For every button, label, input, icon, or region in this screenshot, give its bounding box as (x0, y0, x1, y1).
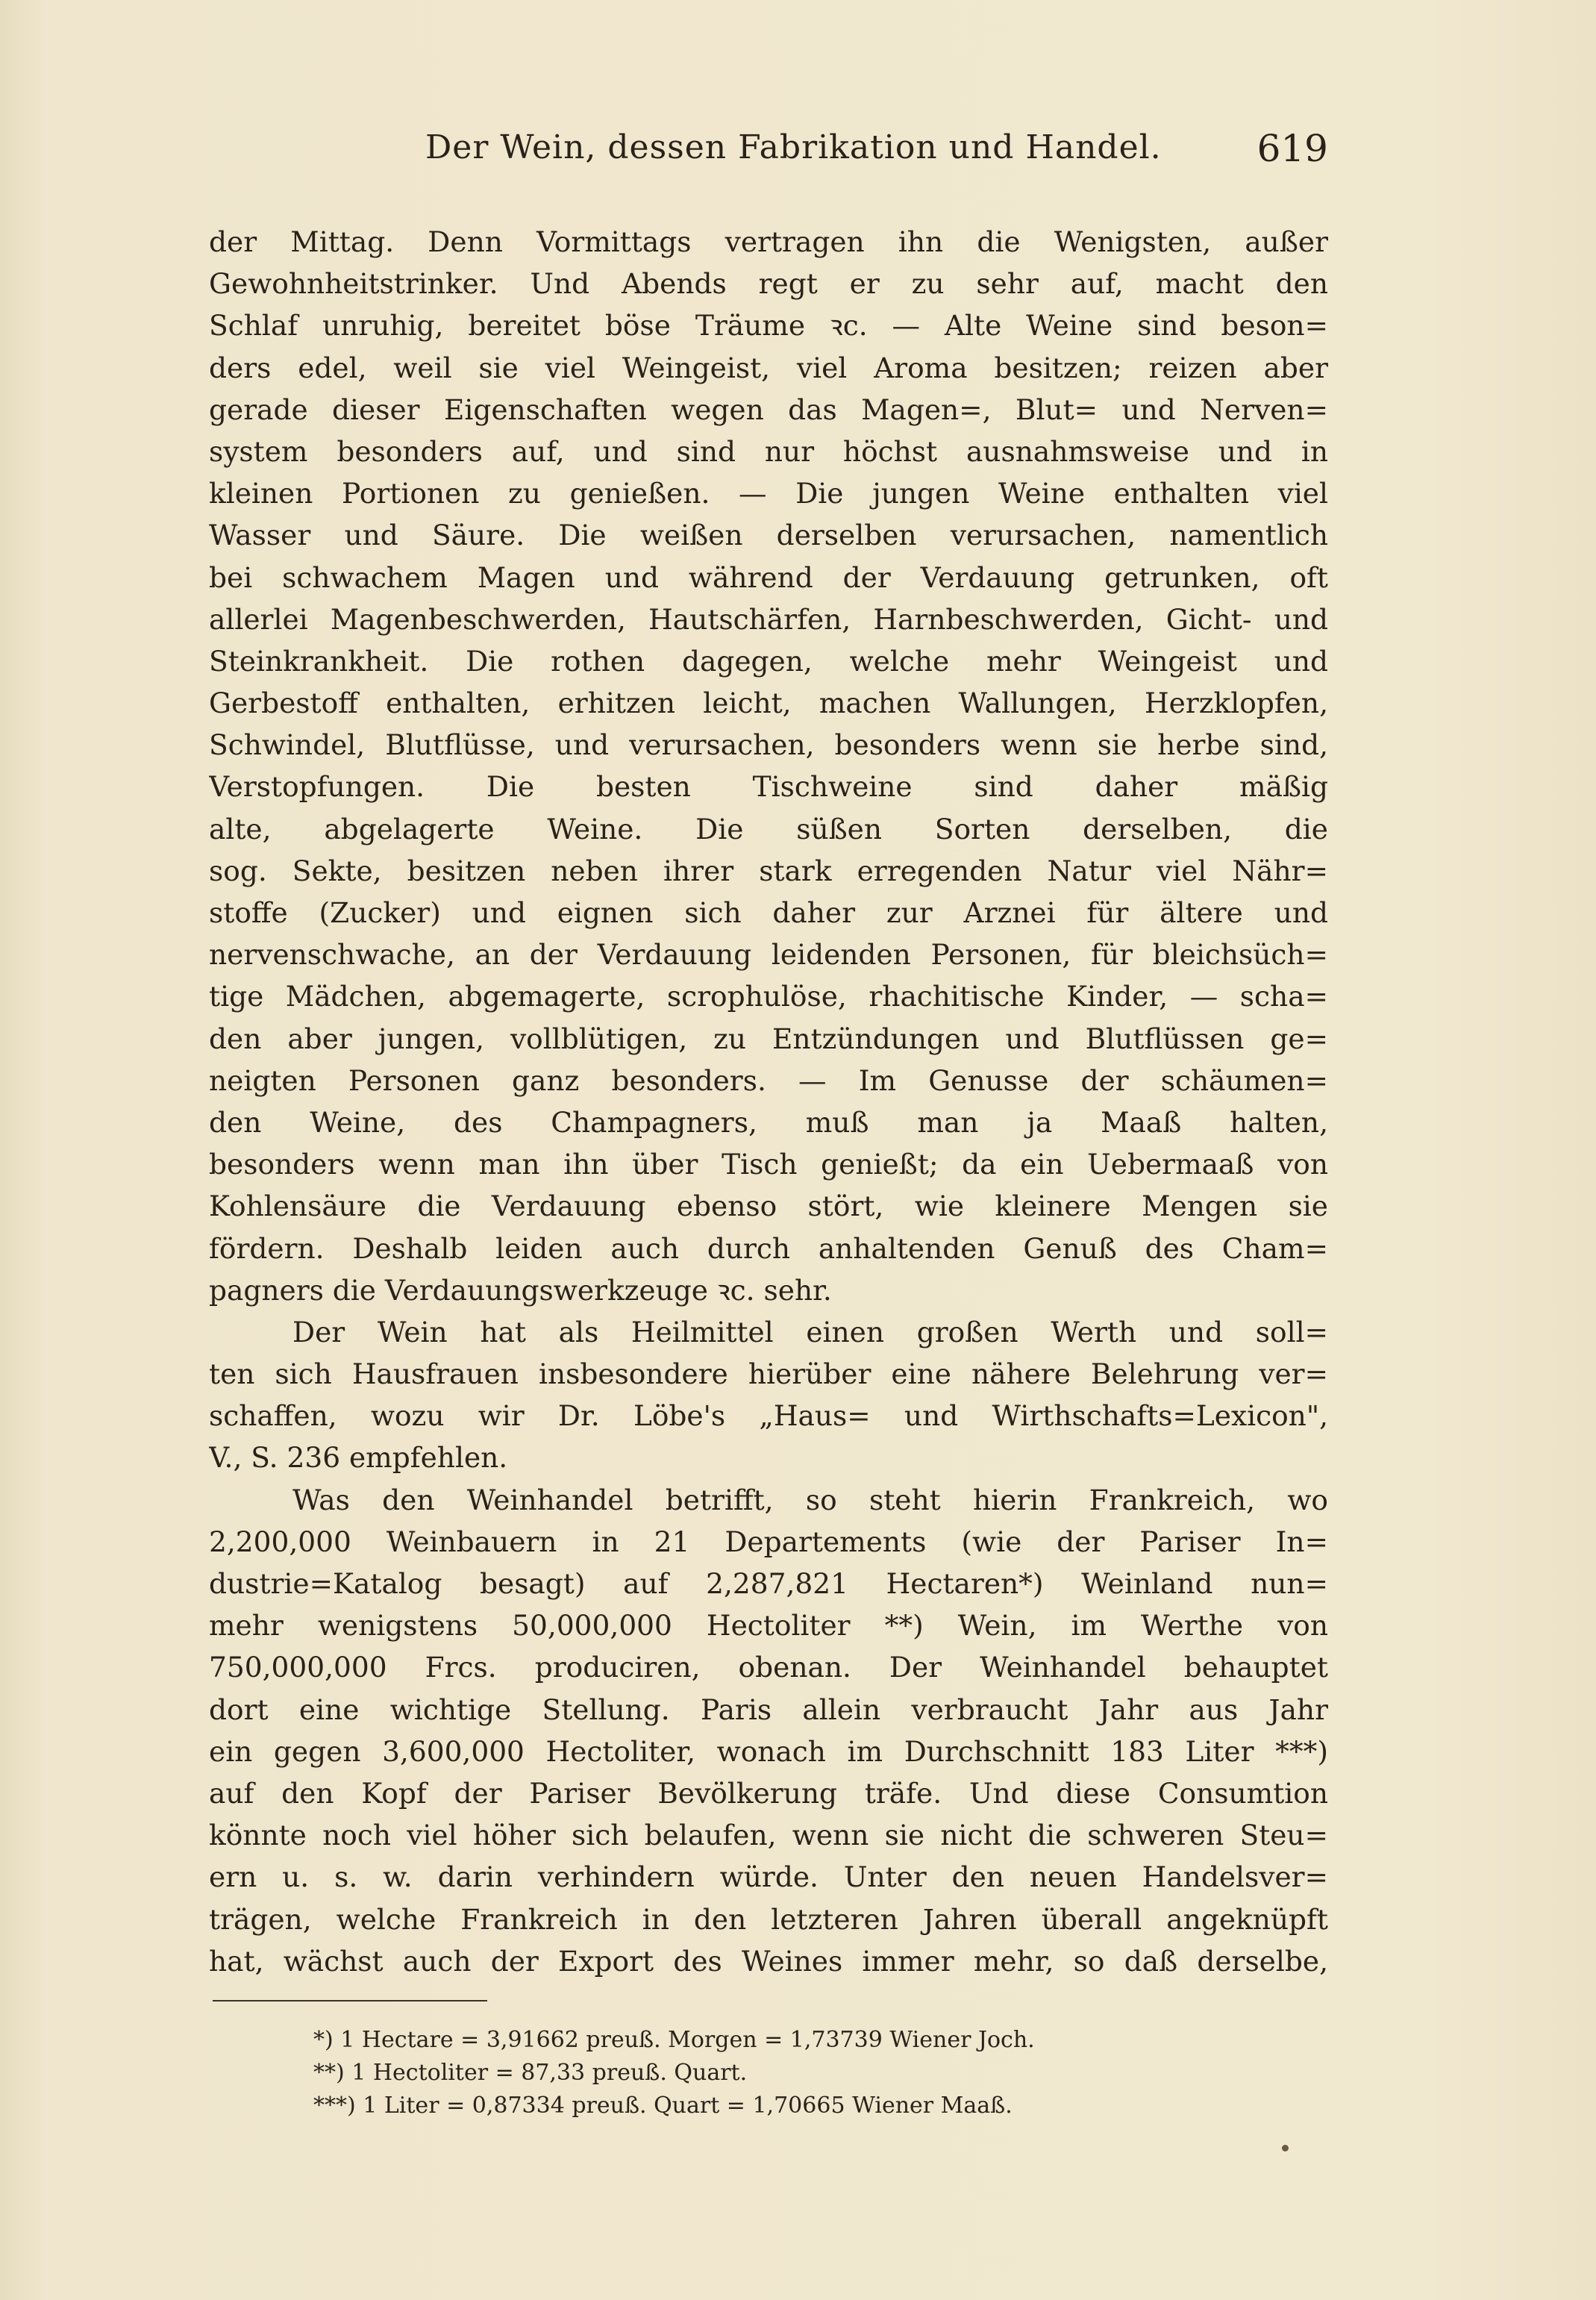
text-line: allerlei Magenbeschwerden, Hautschärfen, Harnbeschwerden, Gicht- und (209, 602, 1328, 636)
footnote: ***) 1 Liter = 0,87334 preuß. Quart = 1,70665 Wiener Maaß. (313, 2093, 1013, 2119)
text-line: nervenschwache, an der Verdauung leidenden Personen, für bleichsüch= (209, 938, 1328, 972)
text-line: dort eine wichtige Stellung. Paris allein verbraucht Jahr aus Jahr (209, 1693, 1328, 1726)
text-line: bei schwachem Magen und während der Verdauung getrunken, oft (209, 560, 1328, 594)
text-line: 2,200,000 Weinbauern in 21 Departements (wie der Pariser In= (209, 1525, 1328, 1558)
text-line: trägen, welche Frankreich in den letzteren Jahren überall angeknüpft (209, 1902, 1328, 1936)
footnote-divider (213, 2000, 487, 2001)
page-number: 619 (1257, 127, 1328, 170)
page-header (209, 128, 1328, 181)
text-line: dustrie=Katalog besagt) auf 2,287,821 Hectaren*) Weinland nun= (209, 1567, 1328, 1600)
text-line: Verstopfungen. Die besten Tischweine sind daher mäßig (209, 770, 1328, 804)
text-line: Gewohnheitstrinker. Und Abends regt er zu sehr auf, macht den (209, 267, 1328, 301)
text-line: Wasser und Säure. Die weißen derselben verursachen, namentlich (209, 519, 1328, 552)
text-line: tige Mädchen, abgemagerte, scrophulöse, rhachitische Kinder, — scha= (209, 980, 1328, 1013)
text-line: ten sich Hausfrauen insbesondere hierüber eine nähere Belehrung ver= (209, 1357, 1328, 1391)
text-line: Was den Weinhandel betrifft, so steht hierin Frankreich, wo (292, 1483, 1328, 1516)
text-line: auf den Kopf der Pariser Bevölkerung träfe. Und diese Consumtion (209, 1776, 1328, 1810)
body-text (209, 221, 1328, 1982)
footnote: *) 1 Hectare = 3,91662 preuß. Morgen = 1,73739 Wiener Joch. (313, 2027, 1035, 2053)
text-line: den Weine, des Champagners, muß man ja Maaß halten, (209, 1105, 1328, 1139)
text-line: Gerbestoff enthalten, erhitzen leicht, machen Wallungen, Herzklopfen, (209, 687, 1328, 720)
ink-speck (1282, 2145, 1289, 2151)
text-line: Schwindel, Blutflüsse, und verursachen, besonders wenn sie herbe sind, (209, 728, 1328, 762)
text-line: mehr wenigstens 50,000,000 Hectoliter **) Wein, im Werthe von (209, 1609, 1328, 1643)
text-line: hat, wächst auch der Export des Weines immer mehr, so daß derselbe, (209, 1944, 1328, 1978)
text-line: der Mittag. Denn Vormittags vertragen ihn die Wenigsten, außer (209, 225, 1328, 258)
text-line: 750,000,000 Frcs. produciren, obenan. Der Weinhandel behauptet (209, 1651, 1328, 1684)
text-line: schaffen, wozu wir Dr. Löbe's „Haus= und Wirthschafts=Lexicon", (209, 1399, 1328, 1433)
footnotes (313, 2024, 1283, 2122)
text-line: Kohlensäure die Verdauung ebenso stört, wie kleinere Mengen sie (209, 1190, 1328, 1223)
text-line: könnte noch viel höher sich belaufen, wenn sie nicht die schweren Steu= (209, 1819, 1328, 1852)
running-title: Der Wein, dessen Fabrikation und Handel. (425, 128, 1162, 166)
text-line: gerade dieser Eigenschaften wegen das Magen=, Blut= und Nerven= (209, 393, 1328, 426)
text-line: system besonders auf, und sind nur höchst ausnahmsweise und in (209, 434, 1328, 468)
text-line: alte, abgelagerte Weine. Die süßen Sorten derselben, die (209, 812, 1328, 846)
text-line: V., S. 236 empfehlen. (209, 1441, 508, 1475)
text-line: neigten Personen ganz besonders. — Im Genusse der schäumen= (209, 1063, 1328, 1097)
text-line: ern u. s. w. darin verhindern würde. Unter den neuen Handelsver= (209, 1860, 1328, 1894)
footnote: **) 1 Hectoliter = 87,33 preuß. Quart. (313, 2060, 748, 2086)
text-line: Schlaf unruhig, bereitet böse Träume ꝛc. — Alte Weine sind beson= (209, 309, 1328, 343)
text-line: den aber jungen, vollblütigen, zu Entzündungen und Blutflüssen ge= (209, 1022, 1328, 1055)
text-line: Steinkrankheit. Die rothen dagegen, welche mehr Weingeist und (209, 644, 1328, 678)
text-line: Der Wein hat als Heilmittel einen großen Werth und soll= (292, 1315, 1328, 1349)
text-line: fördern. Deshalb leiden auch durch anhaltenden Genuß des Cham= (209, 1231, 1328, 1265)
text-line: pagners die Verdauungswerkzeuge ꝛc. sehr. (209, 1273, 832, 1307)
text-line: ders edel, weil sie viel Weingeist, viel Aroma besitzen; reizen aber (209, 351, 1328, 384)
text-line: kleinen Portionen zu genießen. — Die jungen Weine enthalten viel (209, 477, 1328, 510)
text-line: ein gegen 3,600,000 Hectoliter, wonach im Durchschnitt 183 Liter ***) (209, 1734, 1328, 1768)
text-line: stoffe (Zucker) und eignen sich daher zur Arznei für ältere und (209, 896, 1328, 929)
text-line: sog. Sekte, besitzen neben ihrer stark erregenden Natur viel Nähr= (209, 854, 1328, 887)
text-line: besonders wenn man ihn über Tisch genießt; da ein Uebermaaß von (209, 1148, 1328, 1181)
